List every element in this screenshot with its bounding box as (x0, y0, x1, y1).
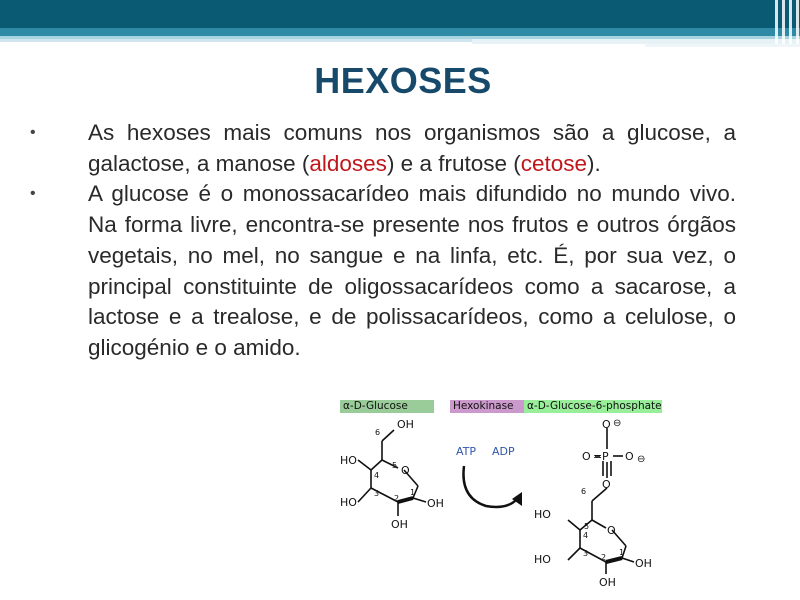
banner-accent-line (645, 44, 800, 47)
charge-label: ⊖ (637, 454, 646, 465)
atom-label: O (602, 478, 611, 491)
hexokinase-reaction-diagram (336, 398, 666, 598)
glucose-structure (358, 430, 426, 516)
arrow-head (512, 492, 522, 506)
atom-label: P (602, 450, 609, 463)
atom-label: 6 (375, 428, 381, 437)
bullet-marker: • (30, 124, 36, 141)
bullet-text: ). (587, 150, 601, 176)
atom-label: 1 (410, 488, 416, 497)
substrate-label: α-D-Glucose (340, 400, 434, 413)
g6p-labels (534, 418, 652, 589)
atom-label: OH (427, 497, 444, 510)
highlight-term: aldoses (309, 150, 387, 176)
banner-stripe (789, 0, 792, 44)
top-banner (0, 0, 800, 50)
atom-label: HO (340, 454, 357, 467)
highlight-term: cetose (520, 150, 588, 176)
atom-label: 1 (619, 548, 625, 557)
atp-label: ATP (456, 445, 477, 458)
atom-label: 2 (394, 494, 400, 503)
bullet-text: A glucose é o monossacarídeo mais difundido no mundo vivo. Na forma livre, encontra-se presente nos frutos e outros órgãos vegetais, no mel, no sangue e na linfa, etc. É, por sua vez, o principal constituinte de oligossacarídeos como a sacarose, a lactose e a trealose, e de polissacarídeos, como a celulose, o glicogénio e o amido. (88, 181, 736, 360)
bullet-text: As hexoses mais comuns nos organismos são a glucose, a galactose, a manose ( (88, 120, 736, 176)
banner-stripe (782, 0, 785, 44)
bullet-marker: • (30, 185, 36, 203)
bond-label: = (593, 450, 603, 463)
reaction-arrow (463, 466, 518, 507)
atom-label: 5 (392, 461, 398, 470)
atom-label: O (401, 464, 410, 477)
atom-label: O (582, 450, 591, 463)
bullet-item (30, 118, 736, 179)
atom-label: 5 (584, 522, 590, 531)
reaction-svg (336, 398, 666, 598)
bullet-text: ) e a frutose ( (386, 150, 521, 176)
banner-stripe (796, 0, 799, 44)
atom-label: O (602, 418, 611, 431)
product-label: α-D-Glucose-6-phosphate (524, 400, 662, 413)
banner-dark-band (0, 0, 800, 28)
atom-label: OH (635, 557, 652, 570)
atom-label: 3 (583, 549, 589, 558)
glucose-labels (340, 418, 444, 531)
bullet-list (30, 118, 736, 364)
atom-label: 4 (583, 531, 589, 540)
atom-label: O (625, 450, 634, 463)
charge-label: ⊖ (613, 418, 622, 429)
atom-label: 4 (374, 471, 380, 480)
atom-label: OH (391, 518, 408, 531)
atom-label: OH (599, 576, 616, 589)
atom-label: HO (534, 508, 551, 521)
atom-label: HO (340, 496, 357, 509)
adp-label: ADP (492, 445, 515, 458)
bullet-item (30, 179, 736, 363)
atom-label: OH (397, 418, 414, 431)
atom-label: O (607, 524, 616, 537)
atom-label: 3 (374, 489, 380, 498)
atom-label: HO (534, 553, 551, 566)
enzyme-label: Hexokinase (450, 400, 526, 413)
atom-label: 6 (581, 487, 587, 496)
banner-stripe (775, 0, 778, 44)
atom-label: 2 (601, 553, 607, 562)
slide-title: HEXOSES (314, 60, 492, 101)
banner-accent-line (0, 39, 472, 42)
